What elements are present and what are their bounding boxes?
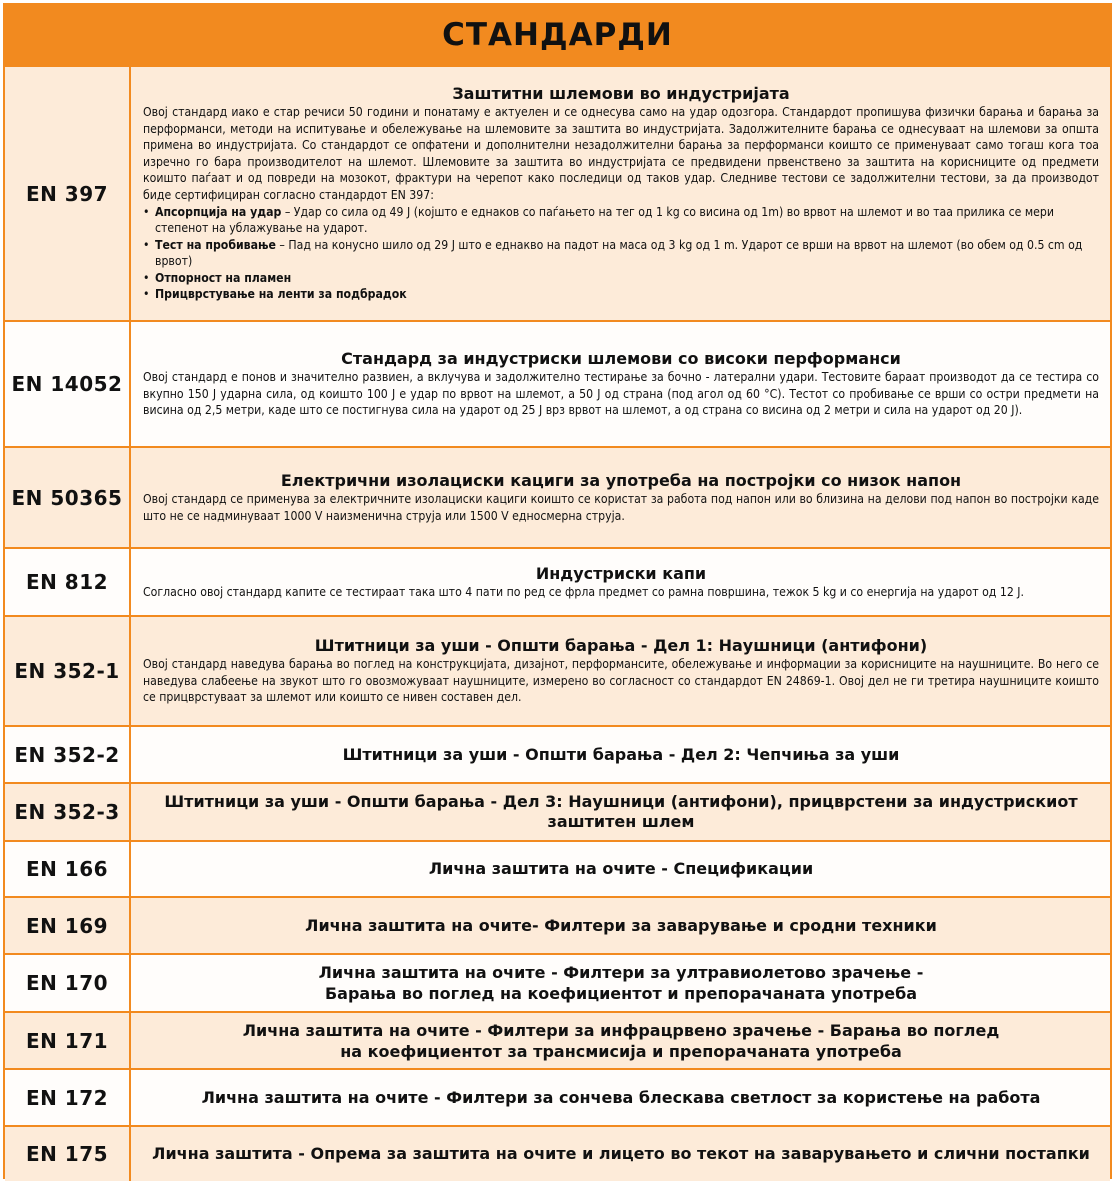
standard-code: EN 175	[5, 1127, 131, 1181]
list-item-text: – Удар со сила од 49 J (којшто е еднаков со паѓањето на тег од 1 kg со висина од 1m) во врвот на шлемот и во таа прилика се мери степенот на ублажување на ударот.	[155, 204, 1054, 236]
page-title: СТАНДАРДИ	[442, 17, 673, 53]
table-row	[5, 1125, 1110, 1181]
list-item	[143, 204, 1099, 237]
standard-content	[131, 617, 1110, 725]
standard-code: EN 172	[5, 1070, 131, 1125]
standard-description: Овој стандард се применува за електричните изолациски кациги коишто се користат за работа под напон или во близина на делови под напон во постројки каде што не се надминуваат 1000 V наизменична струја или 1500 V едносмерна струја.	[143, 491, 1099, 523]
table-row	[5, 953, 1110, 1011]
standard-title: Штитници за уши - Општи барања - Дел 3: Наушници (антифони), прицврстени за индустрискиот заштитен шлем	[164, 792, 1078, 831]
standard-title: Лична заштита на очите - Филтери за сончева блескава светлост за користење на работа	[201, 1087, 1041, 1107]
standard-content	[131, 842, 1110, 896]
standard-title: Стандард за индустриски шлемови со високи перформанси	[341, 349, 901, 369]
standard-content	[131, 1127, 1110, 1181]
list-item	[143, 286, 1099, 303]
list-item	[143, 270, 1099, 287]
standard-title-line: Барања во поглед на коефициентот и препорачаната употреба	[324, 984, 918, 1003]
standard-code: EN 352-3	[5, 784, 131, 840]
standard-content	[131, 549, 1110, 615]
standard-code: EN 169	[5, 898, 131, 953]
table-row	[5, 896, 1110, 953]
standard-description: Согласно овој стандард капите се тестираат така што 4 пати по ред се фрла предмет со рамна површина, тежок 5 kg и со енергија на ударот од 12 J.	[143, 584, 1024, 599]
standard-title-line: Лична заштита на очите - Филтери за ултравиолетово зрачење -	[318, 963, 924, 982]
table-row	[5, 615, 1110, 725]
table-row	[5, 1011, 1110, 1068]
standard-description: Овој стандард иако е стар речиси 50 години и понатаму е актуелен и се однесува само на удар одозгора. Стандардот пропишува физички барања и барања за перформанси, методи на испитување и обележување на шлемовите за заштита во индустријата. Задолжителните барања се однесуваат на шлемови за општа примена во индустријата. Со стандардот се опфатени и дополнителни незадолжителни барања за перформанси коишто се применуваат само тогаш кога тоа изречно го бара производителот на шлемот. Шлемовите за заштита во индустријата се предвидени првенствено за заштита на корисниците од предмети коишто паѓаат и од повреди на мозокот, фрактури на черепот како последици од таков удар. Следниве тестови се задолжителни тестови, за да производот биде сертифициран согласно стандардот EN 397:	[143, 104, 1099, 202]
list-item-label: Тест на пробивање	[155, 237, 276, 252]
standard-description: Овој стандард наведува барања во поглед на конструкцијата, дизајнот, перформансите, обележување и информации за корисниците на наушниците. Во него се наведува слабеење на звукот што го овозможуваат наушниците, измерено во согласност со стандардот EN 24869-1. Овој дел не ги третира наушниците коишто се прицврстуваат за шлемот или коишто се нивен составен дел.	[143, 657, 1099, 705]
standard-content	[131, 1070, 1110, 1125]
table-row	[5, 446, 1110, 547]
standard-title: Индустриски капи	[535, 563, 707, 583]
list-item-text: – Пад на конусно шило од 29 J што е еднакво на падот на маса од 3 kg од 1 m. Ударот се врши на врвот на шлемот (во обем од 0.5 cm од врвот)	[155, 237, 1083, 269]
list-item-label: Прицврстување на ленти за подбрадок	[155, 287, 407, 302]
standard-code: EN 166	[5, 842, 131, 896]
standard-content	[131, 727, 1110, 782]
standard-content	[131, 955, 1110, 1011]
standard-content	[131, 67, 1110, 320]
standard-code: EN 352-1	[5, 617, 131, 725]
table-row	[5, 320, 1110, 446]
standard-title-line: Лична заштита на очите - Филтери за инфрацрвено зрачење - Барања во поглед	[242, 1020, 1000, 1040]
standard-title: Лична заштита на очите- Филтери за заварување и сродни техники	[305, 915, 937, 935]
standard-content	[131, 448, 1110, 547]
standard-description: Овој стандард е понов и значително развиен, а вклучува и задолжително тестирање за бочно - латерални удари. Тестовите бараат производот да се тестира со вкупно 150 J ударна сила, од коишто 100 J е удар по врвот на шлемот, а 50 J од страна (под агол од 60 °C). Тестот со пробивање се врши со остри предмети на висина од 2,5 метри, каде што се постигнува сила на ударот од 25 J врз врвот на шлемот, а од страна со висина од 2 метри и сила на ударот од 20 J).	[143, 370, 1099, 418]
standard-title-line: на коефициентот за трансмисија и препорачаната употреба	[340, 1041, 902, 1061]
table-row	[5, 782, 1110, 840]
list-item-label: Отпорност на пламен	[155, 270, 292, 285]
list-item-label: Апсорпција на удар	[155, 204, 282, 219]
standard-title: Електрични изолациски кациги за употреба на постројки со низок напон	[280, 470, 962, 490]
standard-code: EN 170	[5, 955, 131, 1011]
standard-title: Заштитни шлемови во индустријата	[452, 83, 790, 103]
table-header	[5, 5, 1110, 67]
standards-table	[3, 3, 1112, 1179]
standard-title: Штитници за уши - Општи барања - Дел 1: Наушници (антифони)	[314, 636, 928, 656]
standard-code: EN 397	[5, 67, 131, 320]
standard-title: Штитници за уши - Општи барања - Дел 2: Чепчиња за уши	[342, 744, 900, 764]
standard-code: EN 50365	[5, 448, 131, 547]
standard-content	[131, 322, 1110, 446]
standard-content	[131, 1013, 1110, 1068]
table-row	[5, 67, 1110, 320]
standard-title: Лична заштита - Опрема за заштита на очите и лицето во текот на заварувањето и слични постапки	[152, 1144, 1090, 1163]
table-row	[5, 840, 1110, 896]
table-row	[5, 1068, 1110, 1125]
test-list	[143, 204, 1099, 304]
standard-code: EN 352-2	[5, 727, 131, 782]
standard-content	[131, 784, 1110, 840]
standard-content	[131, 898, 1110, 953]
standard-code: EN 171	[5, 1013, 131, 1068]
standard-code: EN 14052	[5, 322, 131, 446]
standard-code: EN 812	[5, 549, 131, 615]
table-row	[5, 725, 1110, 782]
standard-title: Лична заштита на очите - Спецификации	[428, 859, 814, 878]
table-row	[5, 547, 1110, 615]
list-item	[143, 237, 1099, 270]
